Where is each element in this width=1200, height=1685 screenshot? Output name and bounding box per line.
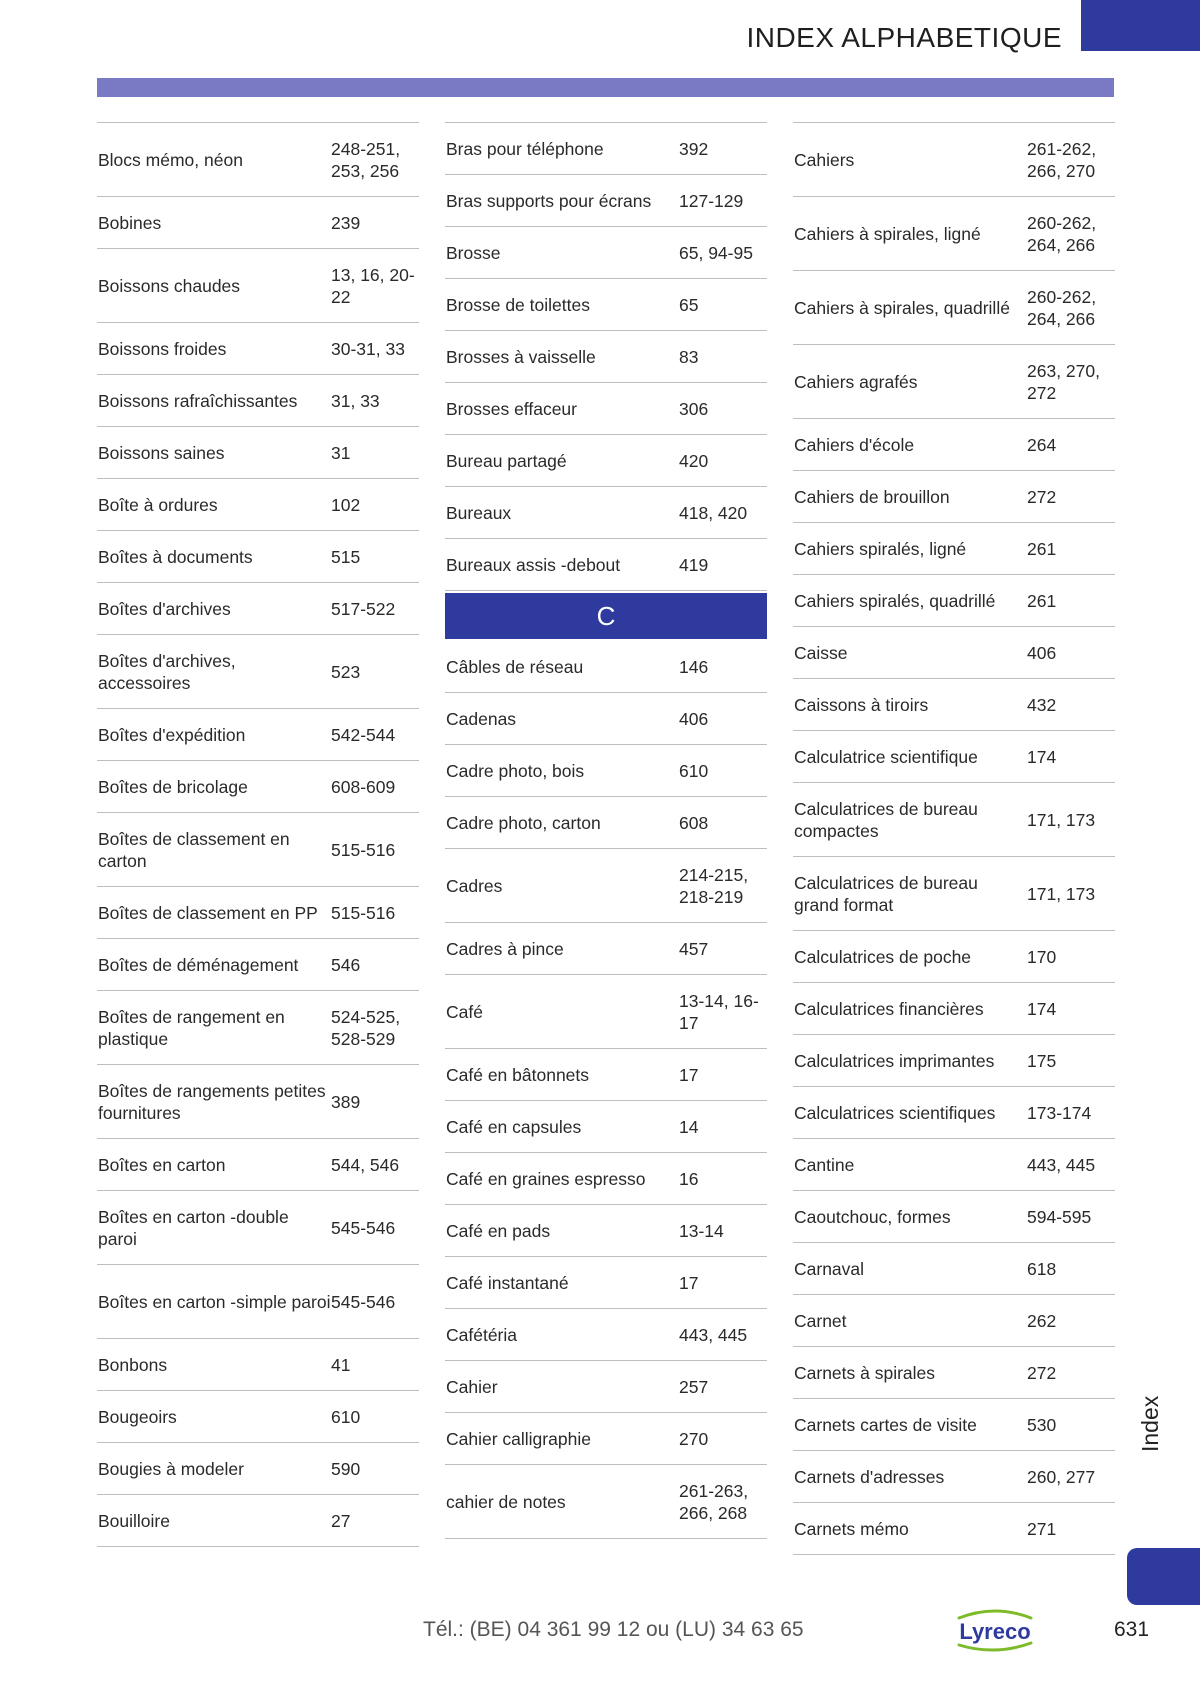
index-pages: 389 <box>331 1091 361 1112</box>
index-term: Cafétéria <box>446 1324 518 1345</box>
index-entry <box>97 1191 419 1265</box>
index-pages: 16 <box>679 1168 699 1189</box>
index-pages: 530 <box>1027 1414 1057 1435</box>
index-term: Cahiers de brouillon <box>794 486 950 507</box>
index-entry <box>793 419 1115 471</box>
index-entry <box>97 323 419 375</box>
index-entry <box>97 887 419 939</box>
index-pages: 263, 270, 272 <box>1027 360 1100 403</box>
index-term: Calculatrices de bureau grand format <box>794 872 978 915</box>
index-entry <box>445 435 767 487</box>
index-entry <box>97 991 419 1065</box>
index-term: Caissons à tiroirs <box>794 694 929 715</box>
index-entry <box>445 693 767 745</box>
index-entry <box>97 1265 419 1339</box>
index-pages: 306 <box>679 398 709 419</box>
index-term: Cahiers à spirales, ligné <box>794 223 981 244</box>
index-entry <box>97 761 419 813</box>
index-entry <box>793 345 1115 419</box>
index-term: Carnet <box>794 1310 847 1331</box>
index-column-1 <box>97 122 419 1547</box>
index-term: Boissons saines <box>98 442 225 463</box>
index-entry <box>793 731 1115 783</box>
index-pages: 618 <box>1027 1258 1057 1279</box>
index-term: Café <box>446 1001 483 1022</box>
index-pages: 610 <box>331 1406 361 1427</box>
index-pages: 523 <box>331 661 361 682</box>
index-pages: 83 <box>679 346 699 367</box>
index-term: Cantine <box>794 1154 855 1175</box>
index-pages: 17 <box>679 1064 699 1085</box>
index-entry <box>97 479 419 531</box>
index-term: Boîtes à documents <box>98 546 253 567</box>
index-entry <box>445 641 767 693</box>
index-pages: 261 <box>1027 590 1057 611</box>
index-pages: 406 <box>679 708 709 729</box>
index-entry <box>445 1101 767 1153</box>
index-entry <box>445 1465 767 1539</box>
index-entry <box>445 797 767 849</box>
index-entry <box>793 271 1115 345</box>
index-pages: 542-544 <box>331 724 396 745</box>
index-term: Blocs mémo, néon <box>98 149 243 170</box>
index-pages: 31, 33 <box>331 390 380 411</box>
index-pages: 65 <box>679 294 699 315</box>
index-entry <box>793 857 1115 931</box>
index-pages: 261-262, 266, 270 <box>1027 138 1097 181</box>
index-term: Brosse de toilettes <box>446 294 590 315</box>
index-term: Boîtes d'expédition <box>98 724 246 745</box>
index-term: Brosses effaceur <box>446 398 577 419</box>
index-entry <box>97 939 419 991</box>
index-pages: 214-215, 218-219 <box>679 864 749 907</box>
index-entry <box>97 1339 419 1391</box>
index-entry <box>445 487 767 539</box>
index-pages: 264 <box>1027 434 1057 455</box>
index-pages: 30-31, 33 <box>331 338 405 359</box>
index-pages: 515-516 <box>331 902 396 923</box>
side-color-tab <box>1127 1548 1200 1605</box>
index-term: Cadre photo, bois <box>446 760 585 781</box>
index-term: Carnets d'adresses <box>794 1466 945 1487</box>
index-entry <box>97 1139 419 1191</box>
index-term: Calculatrices imprimantes <box>794 1050 995 1071</box>
index-pages: 17 <box>679 1272 699 1293</box>
index-term: Café en graines espresso <box>446 1168 646 1189</box>
index-pages: 13-14, 16-17 <box>679 990 759 1033</box>
letter-section-header: C <box>445 593 767 639</box>
index-term: Calculatrices scientifiques <box>794 1102 996 1123</box>
index-term: Boîtes de classement en carton <box>98 828 290 871</box>
index-pages: 418, 420 <box>679 502 748 523</box>
index-pages: 257 <box>679 1376 709 1397</box>
index-pages: 260, 277 <box>1027 1466 1096 1487</box>
index-term: Carnets mémo <box>794 1518 909 1539</box>
index-entry <box>97 1495 419 1547</box>
index-entry <box>793 1035 1115 1087</box>
index-term: Bureaux assis -debout <box>446 554 621 575</box>
index-entry <box>445 923 767 975</box>
index-entry <box>445 849 767 923</box>
index-pages: 13, 16, 20-22 <box>331 264 415 307</box>
index-entry <box>97 813 419 887</box>
index-entry <box>445 227 767 279</box>
index-term: Caoutchouc, formes <box>794 1206 951 1227</box>
index-pages: 515 <box>331 546 361 567</box>
index-entry <box>445 123 767 175</box>
index-term: Cahiers d'école <box>794 434 915 455</box>
index-entry <box>445 279 767 331</box>
index-term: Calculatrices de poche <box>794 946 972 967</box>
index-entry <box>97 531 419 583</box>
index-pages: 31 <box>331 442 351 463</box>
index-term: Boissons chaudes <box>98 275 241 296</box>
index-entry <box>445 1205 767 1257</box>
index-term: Café instantané <box>446 1272 569 1293</box>
index-term: Boîtes de rangement en plastique <box>98 1006 285 1049</box>
index-entry <box>97 709 419 761</box>
index-entry <box>445 975 767 1049</box>
index-term: Cahiers agrafés <box>794 371 918 392</box>
index-term: Calculatrice scientifique <box>794 746 978 767</box>
index-term: Boîte à ordures <box>98 494 218 515</box>
index-term: Bras supports pour écrans <box>446 190 652 211</box>
index-pages: 272 <box>1027 1362 1057 1383</box>
index-term: Café en bâtonnets <box>446 1064 590 1085</box>
index-pages: 146 <box>679 656 709 677</box>
index-term: Carnets à spirales <box>794 1362 936 1383</box>
index-entry <box>445 539 767 591</box>
index-pages: 420 <box>679 450 709 471</box>
index-pages: 515-516 <box>331 839 396 860</box>
index-entry <box>445 1309 767 1361</box>
index-entry <box>793 523 1115 575</box>
index-entry <box>793 1451 1115 1503</box>
index-entry <box>793 931 1115 983</box>
index-term: Câbles de réseau <box>446 656 584 677</box>
header-band <box>97 78 1114 97</box>
index-entry <box>793 575 1115 627</box>
index-term: Cahiers spiralés, quadrillé <box>794 590 996 611</box>
index-term: Boîtes de classement en PP <box>98 902 318 923</box>
index-term: Boîtes en carton <box>98 1154 226 1175</box>
index-entry <box>445 1413 767 1465</box>
logo-wordmark: Lyreco <box>959 1619 1031 1644</box>
index-term: Boîtes de déménagement <box>98 954 299 975</box>
index-entry <box>445 1361 767 1413</box>
index-pages: 27 <box>331 1510 351 1531</box>
footer-phone: Tél.: (BE) 04 361 99 12 ou (LU) 34 63 65 <box>423 1618 804 1641</box>
index-pages: 170 <box>1027 946 1057 967</box>
index-entry <box>97 197 419 249</box>
index-entry <box>445 1049 767 1101</box>
index-term: Bouilloire <box>98 1510 170 1531</box>
index-pages: 443, 445 <box>679 1324 748 1345</box>
index-entry <box>97 583 419 635</box>
index-entry <box>793 1191 1115 1243</box>
index-pages: 248-251, 253, 256 <box>331 138 401 181</box>
index-pages: 174 <box>1027 998 1057 1019</box>
index-entry <box>445 1257 767 1309</box>
index-pages: 14 <box>679 1116 699 1137</box>
index-term: Cahier calligraphie <box>446 1428 591 1449</box>
index-pages: 174 <box>1027 746 1057 767</box>
index-pages: 239 <box>331 212 361 233</box>
index-term: Bureau partagé <box>446 450 567 471</box>
index-entry <box>97 1065 419 1139</box>
index-pages: 102 <box>331 494 361 515</box>
index-column-2 <box>445 122 767 1539</box>
index-pages: 270 <box>679 1428 709 1449</box>
index-entry <box>793 1087 1115 1139</box>
index-entry <box>97 1443 419 1495</box>
index-pages: 171, 173 <box>1027 809 1096 830</box>
index-term: Boîtes de rangements petites fournitures <box>98 1080 326 1123</box>
index-pages: 517-522 <box>331 598 396 619</box>
index-entry <box>445 383 767 435</box>
index-term: Calculatrices de bureau compactes <box>794 798 978 841</box>
index-entry <box>445 745 767 797</box>
index-pages: 545-546 <box>331 1217 396 1238</box>
index-pages: 65, 94-95 <box>679 242 753 263</box>
index-term: Cahiers spiralés, ligné <box>794 538 967 559</box>
index-entry <box>793 1139 1115 1191</box>
index-pages: 261-263, 266, 268 <box>679 1480 749 1523</box>
index-pages: 173-174 <box>1027 1102 1092 1123</box>
index-entry <box>97 375 419 427</box>
index-term: Boîtes d'archives, accessoires <box>98 650 236 693</box>
index-term: Bougies à modeler <box>98 1458 244 1479</box>
index-entry <box>793 1243 1115 1295</box>
index-term: Brosse <box>446 242 501 263</box>
index-term: Cahiers à spirales, quadrillé <box>794 297 1010 318</box>
header-color-tab <box>1081 0 1200 51</box>
index-pages: 419 <box>679 554 709 575</box>
index-term: Bougeoirs <box>98 1406 177 1427</box>
index-term: Cadre photo, carton <box>446 812 601 833</box>
index-term: Carnets cartes de visite <box>794 1414 977 1435</box>
index-entry <box>793 679 1115 731</box>
index-term: Bonbons <box>98 1354 168 1375</box>
index-entry <box>793 983 1115 1035</box>
index-pages: 443, 445 <box>1027 1154 1096 1175</box>
index-pages: 610 <box>679 760 709 781</box>
index-pages: 271 <box>1027 1518 1057 1539</box>
index-entry <box>97 635 419 709</box>
index-pages: 13-14 <box>679 1220 724 1241</box>
index-term: Cadenas <box>446 708 517 729</box>
index-entry <box>793 197 1115 271</box>
index-entry <box>97 123 419 197</box>
index-pages: 608 <box>679 812 709 833</box>
index-term: Boissons froides <box>98 338 227 359</box>
index-pages: 524-525, 528-529 <box>331 1006 401 1049</box>
index-pages: 546 <box>331 954 361 975</box>
index-pages: 406 <box>1027 642 1057 663</box>
index-term: Bras pour téléphone <box>446 138 604 159</box>
index-pages: 392 <box>679 138 709 159</box>
index-pages: 171, 173 <box>1027 883 1096 904</box>
index-pages: 260-262, 264, 266 <box>1027 286 1097 329</box>
index-pages: 457 <box>679 938 709 959</box>
index-term: Boîtes en carton -double paroi <box>98 1206 289 1249</box>
index-term: Boîtes d'archives <box>98 598 231 619</box>
index-term: Bureaux <box>446 502 512 523</box>
index-entry <box>97 249 419 323</box>
index-entry <box>793 1503 1115 1555</box>
index-pages: 262 <box>1027 1310 1057 1331</box>
index-term: Calculatrices financières <box>794 998 984 1019</box>
index-term: cahier de notes <box>446 1491 566 1512</box>
index-term: Bobines <box>98 212 162 233</box>
index-pages: 590 <box>331 1458 361 1479</box>
index-entry <box>793 783 1115 857</box>
index-pages: 544, 546 <box>331 1154 400 1175</box>
lyreco-logo <box>945 1606 1045 1654</box>
index-term: Café en pads <box>446 1220 551 1241</box>
index-entry <box>445 1153 767 1205</box>
index-entry <box>97 427 419 479</box>
index-pages: 127-129 <box>679 190 744 211</box>
index-column-3 <box>793 122 1115 1555</box>
index-pages: 175 <box>1027 1050 1057 1071</box>
page-number: 631 <box>1114 1618 1150 1641</box>
index-entry <box>445 175 767 227</box>
index-pages: 545-546 <box>331 1291 396 1312</box>
index-pages: 41 <box>331 1354 351 1375</box>
index-entry <box>793 471 1115 523</box>
index-term: Cadres à pince <box>446 938 564 959</box>
index-entry <box>793 627 1115 679</box>
index-term: Boîtes en carton -simple paroi <box>98 1291 331 1312</box>
index-entry <box>97 1391 419 1443</box>
index-entry <box>793 1295 1115 1347</box>
index-pages: 608-609 <box>331 776 396 797</box>
page-title: INDEX ALPHABETIQUE <box>746 22 1062 53</box>
index-entry <box>793 1347 1115 1399</box>
index-term: Cahier <box>446 1376 498 1397</box>
index-pages: 594-595 <box>1027 1206 1092 1227</box>
index-entry <box>793 123 1115 197</box>
index-entry <box>793 1399 1115 1451</box>
side-tab-label: Index <box>1137 1395 1163 1452</box>
index-term: Caisse <box>794 642 848 663</box>
index-pages: 272 <box>1027 486 1057 507</box>
index-term: Café en capsules <box>446 1116 582 1137</box>
index-term: Carnaval <box>794 1258 865 1279</box>
index-pages: 432 <box>1027 694 1057 715</box>
index-entry <box>445 331 767 383</box>
index-term: Boîtes de bricolage <box>98 776 248 797</box>
index-term: Cahiers <box>794 149 855 170</box>
index-pages: 260-262, 264, 266 <box>1027 212 1097 255</box>
index-term: Boissons rafraîchissantes <box>98 390 298 411</box>
index-pages: 261 <box>1027 538 1057 559</box>
index-term: Cadres <box>446 875 503 896</box>
index-term: Brosses à vaisselle <box>446 346 596 367</box>
